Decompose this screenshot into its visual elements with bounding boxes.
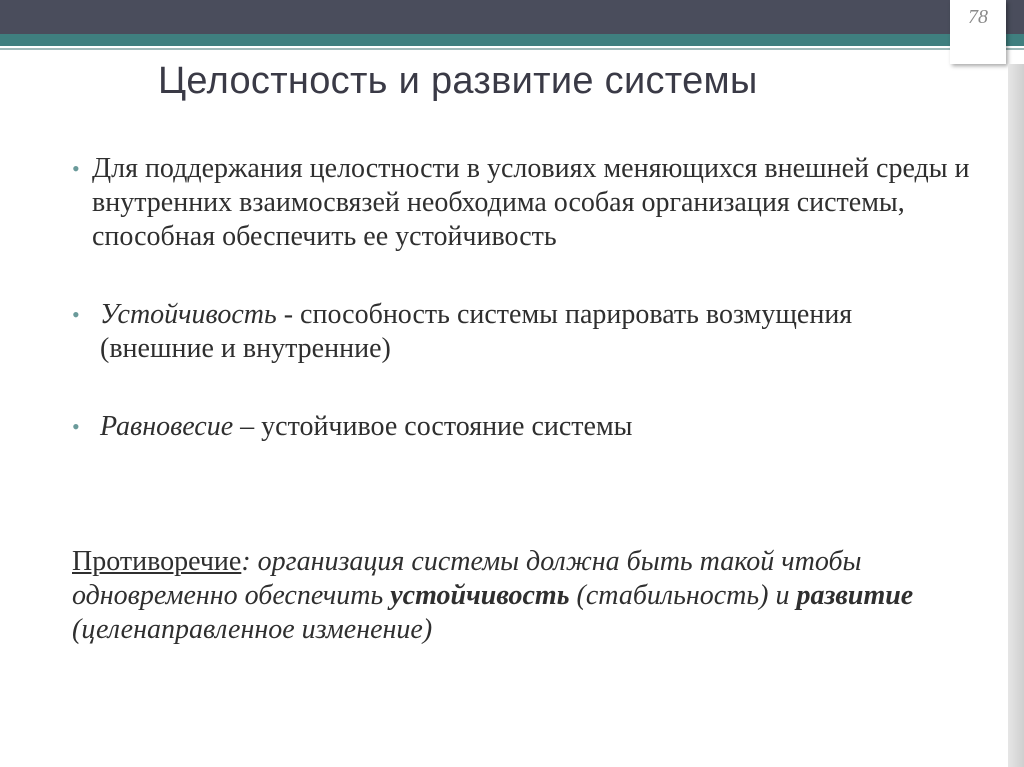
- slide-title: Целостность и развитие системы: [158, 60, 758, 102]
- bullet-item-integrity: [72, 152, 972, 254]
- contradiction-label: Противоречие: [72, 546, 242, 577]
- contradiction-text: (целенаправленное изменение): [72, 614, 433, 645]
- bullet-definition: – устойчивое состояние системы: [233, 411, 633, 442]
- header-divider-line: [0, 48, 1024, 50]
- bullet-term: Устойчивость: [100, 299, 277, 330]
- bullet-term: Равновесие: [100, 411, 234, 442]
- bullet-text: Для поддержания целостности в условиях меняющихся внешней среды и внутренних взаимосвязей необходима особая организация системы, способная обеспечить ее устойчивость: [92, 153, 970, 252]
- contradiction-strong-stability: устойчивость: [390, 580, 570, 611]
- bullet-dot-icon: •: [72, 156, 80, 181]
- contradiction-paragraph: [72, 545, 952, 647]
- header-band-dark: [0, 0, 1024, 34]
- page-edge-shadow: [1008, 64, 1024, 767]
- bullet-dot-icon: •: [72, 302, 80, 327]
- bullet-item-equilibrium: [72, 410, 972, 444]
- bullet-item-stability: [72, 298, 972, 366]
- contradiction-text: (стабильность) и: [569, 580, 797, 611]
- contradiction-text: : организация системы должна быть такой чтобы одновременно обеспечить: [72, 546, 862, 611]
- bullet-list: [72, 152, 972, 444]
- contradiction-strong-development: развитие: [796, 580, 914, 611]
- page-number: 78: [968, 6, 988, 28]
- bullet-dot-icon: •: [72, 414, 80, 439]
- header-band-teal: [0, 34, 1024, 46]
- page-number-tab: [950, 0, 1006, 64]
- bullet-definition: - способность системы парировать возмущения (внешние и внутренние): [100, 299, 853, 364]
